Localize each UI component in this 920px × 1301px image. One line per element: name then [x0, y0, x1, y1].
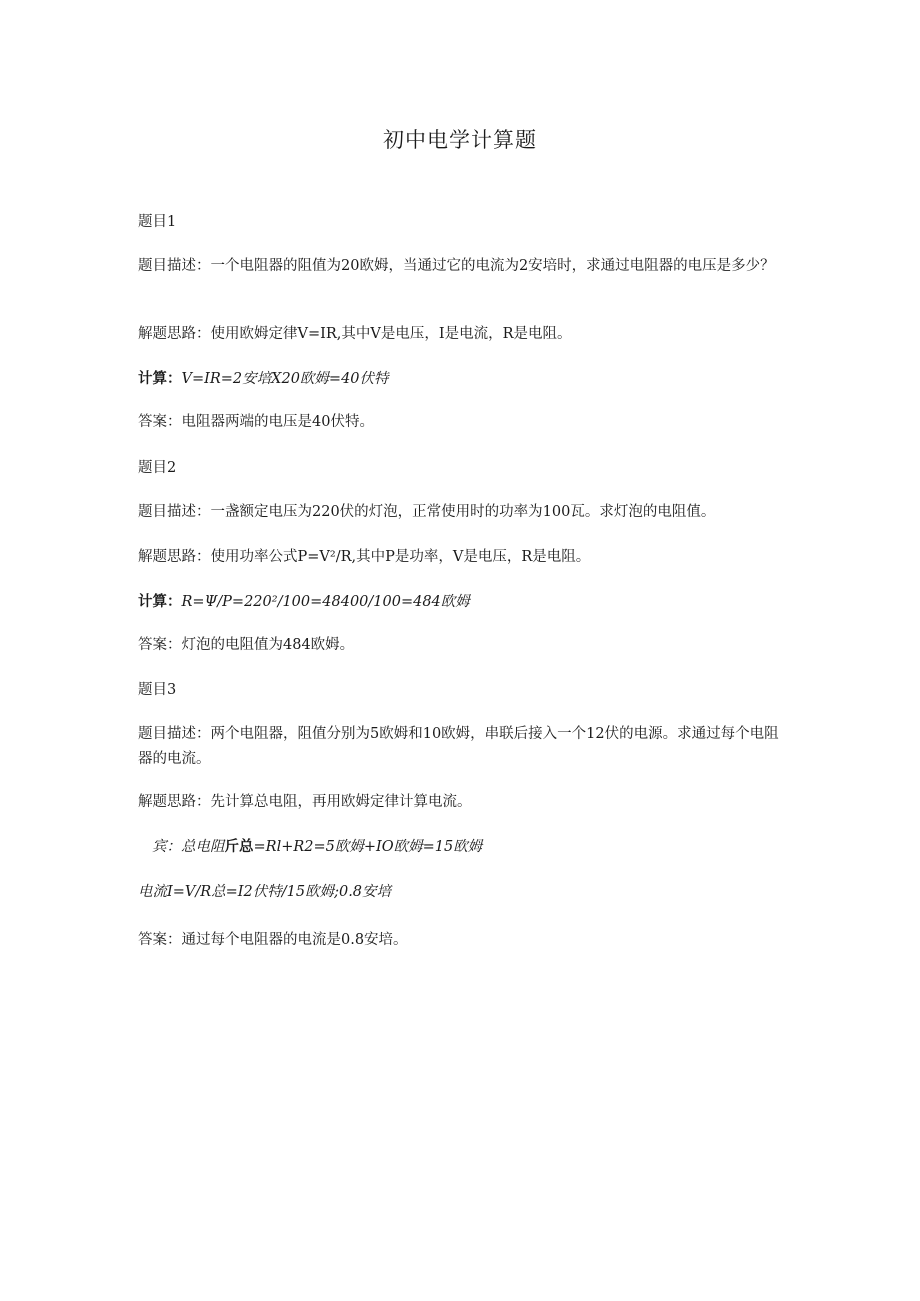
problem-3-calculation-total	[152, 834, 802, 860]
calc-formula: R=Ψ/P=220²/100=48400/100=484欧姆	[181, 594, 470, 610]
problem-2-heading: 题目2	[138, 460, 177, 476]
problem-2-approach: 解题思路：使用功率公式P=V²/R,其中P是功率，V是电压，R是电阻。	[138, 549, 591, 565]
problem-3-answer: 答案：通过每个电阻器的电流是0.8安培。	[138, 932, 408, 948]
problem-2-answer: 答案：灯泡的电阻值为484欧姆。	[138, 637, 355, 653]
problem-1-heading: 题目1	[138, 214, 177, 230]
calc-formula: V=IR=2安培X20欧姆=40伏特	[181, 371, 389, 387]
problem-1-description: 题目描述：一个电阻器的阻值为20欧姆，当通过它的电流为2安培时，求通过电阻器的电压是多少？	[138, 258, 775, 274]
problem-3-heading: 题目3	[138, 682, 177, 698]
problem-1-calculation	[138, 366, 788, 392]
calc-suffix: =Rl+R2=5欧姆+IO欧姆=15欧姆	[253, 839, 483, 855]
calc-label: 计算：	[138, 593, 182, 610]
problem-2-calculation	[138, 589, 788, 615]
problem-1-answer: 答案：电阻器两端的电压是40伏特。	[138, 414, 374, 430]
problem-3-approach: 解题思路：先计算总电阻，再用欧姆定律计算电流。	[138, 794, 472, 810]
calc-prefix: 宾：总电阻	[152, 839, 225, 855]
calc-bold-term: 斤总	[224, 838, 254, 855]
document-title: 初中电学计算题	[383, 128, 537, 152]
problem-2-description: 题目描述：一盏额定电压为220伏的灯泡，正常使用时的功率为100瓦。求灯泡的电阻值。	[138, 504, 716, 520]
problem-1-approach: 解题思路：使用欧姆定律V=IR,其中V是电压，I是电流，R是电阻。	[138, 326, 572, 342]
calc-label: 计算：	[138, 370, 182, 387]
problem-3-description: 题目描述：两个电阻器，阻值分别为5欧姆和10欧姆，串联后接入一个12伏的电源。求通过每个电阻器的电流。	[138, 726, 779, 767]
problem-3-calculation-current: 电流I=V/R总=I2伏特/15欧姆;0.8安培	[138, 884, 392, 900]
